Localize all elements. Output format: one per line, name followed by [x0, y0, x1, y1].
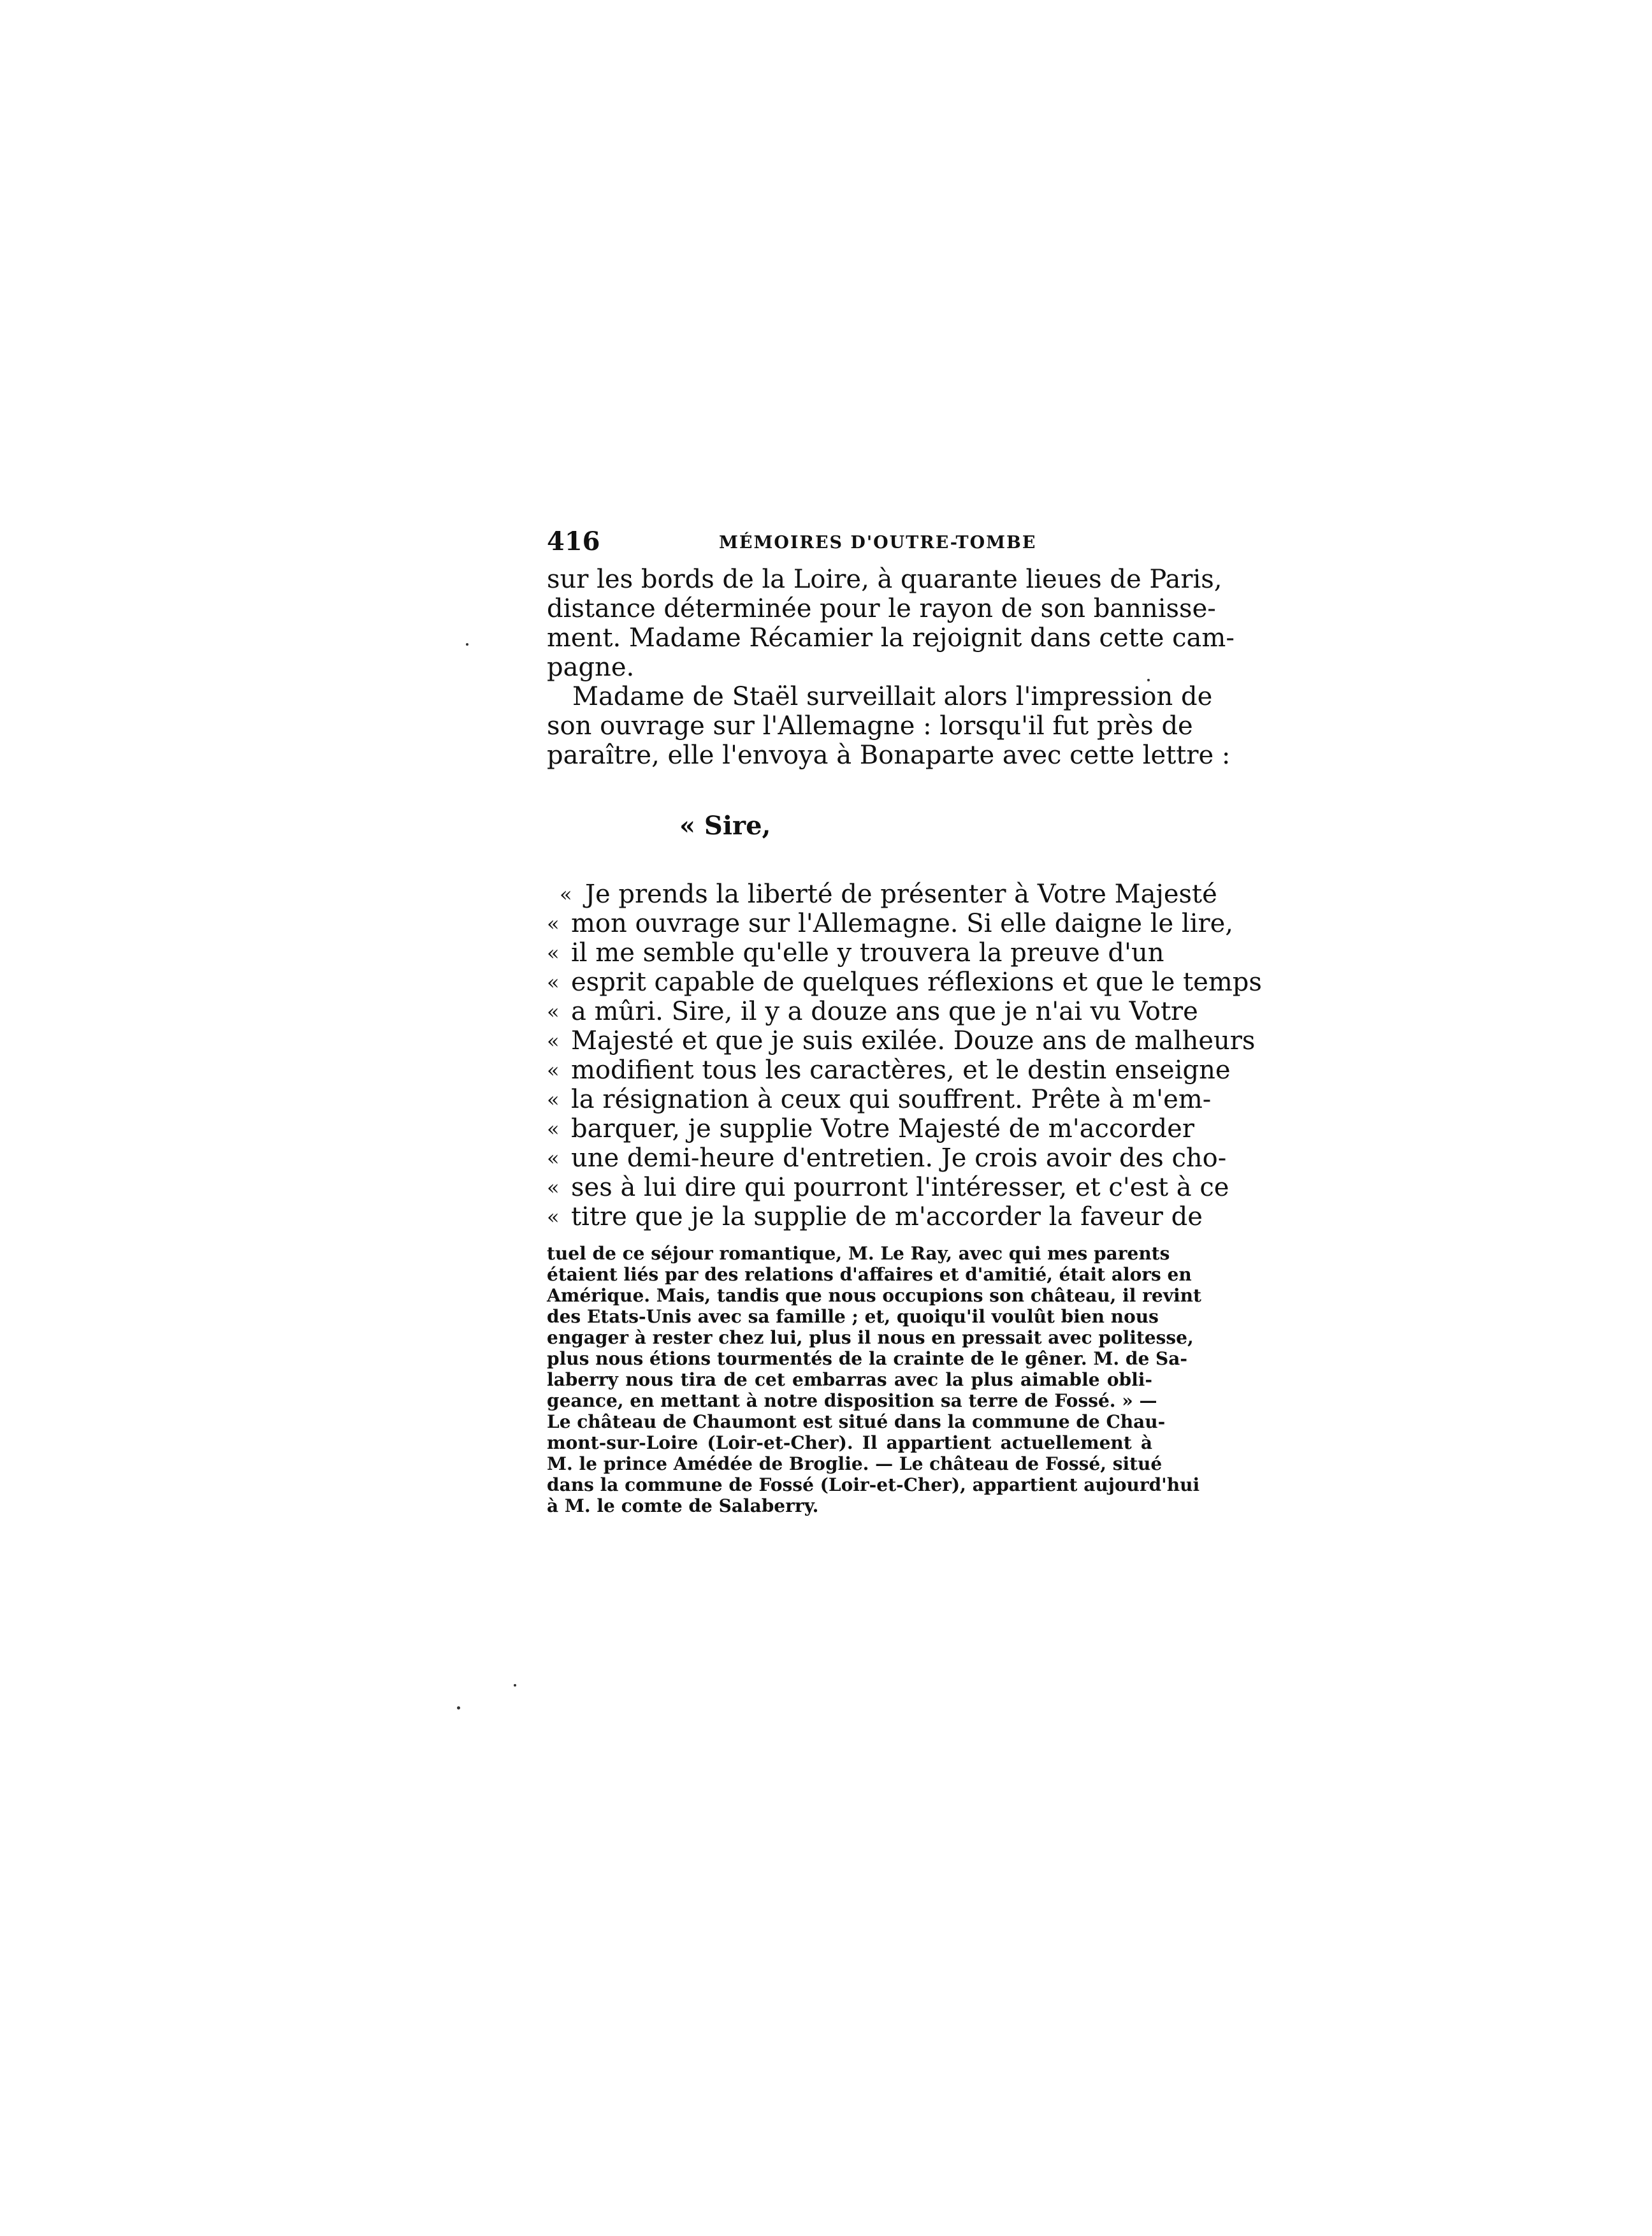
quote-mark: « — [560, 882, 572, 906]
letter-line-text: titre que je la supplie de m'accorder la faveur de — [571, 1202, 1203, 1231]
letter-line-text: ses à lui dire qui pourront l'intéresser, et c'est à ce — [571, 1173, 1229, 1202]
quote-mark: « — [547, 1175, 560, 1200]
letter-line-text: la résignation à ceux qui souffrent. Prête à m'em- — [571, 1085, 1212, 1114]
quote-mark: « — [547, 1058, 560, 1082]
footnote-line: M. le prince Amédée de Broglie. — Le château de Fossé, situé — [547, 1453, 1163, 1474]
text-line: son ouvrage sur l'Allemagne : lorsqu'il fut près de — [547, 711, 1193, 741]
scan-speck — [1147, 679, 1150, 681]
letter-line-text: a mûri. Sire, il y a douze ans que je n'ai vu Votre — [571, 997, 1198, 1026]
letter-line-text: esprit capable de quelques réflexions et que le temps — [571, 968, 1262, 997]
footnote-line: tuel de ce séjour romantique, M. Le Ray, avec qui mes parents — [547, 1243, 1170, 1264]
letter-line-text: Je prends la liberté de présenter à Votre Majesté — [585, 880, 1217, 909]
footnote-line: étaient liés par des relations d'affaires et d'amitié, était alors en — [547, 1264, 1192, 1285]
footnote-line: plus nous étions tourmentés de la crainte de le gêner. M. de Sa- — [547, 1348, 1187, 1369]
scan-speck — [466, 643, 468, 646]
quote-mark: « — [547, 941, 560, 965]
text-line: distance déterminée pour le rayon de son bannisse- — [547, 594, 1216, 623]
letter-line-text: il me semble qu'elle y trouvera la preuve d'un — [571, 938, 1164, 968]
footnote-line: engager à rester chez lui, plus il nous en pressait avec politesse, — [547, 1327, 1194, 1348]
letter-line-text: barquer, je supplie Votre Majesté de m'accorder — [571, 1114, 1194, 1143]
running-head — [547, 526, 1152, 558]
letter-line-text: Majesté et que je suis exilée. Douze ans de malheurs — [571, 1026, 1256, 1056]
quote-mark: « — [547, 911, 560, 936]
book-title: MÉMOIRES D'OUTRE-TOMBE — [719, 533, 1037, 553]
footnote-line: dans la commune de Fossé (Loir-et-Cher), appartient aujourd'hui — [547, 1474, 1200, 1495]
text-line: pagne. — [547, 653, 635, 682]
page-number: 416 — [547, 526, 600, 556]
text-line: ment. Madame Récamier la rejoignit dans cette cam- — [547, 623, 1235, 653]
quote-mark: « — [547, 1117, 560, 1141]
footnote-line: Le château de Chaumont est situé dans la commune de Chau- — [547, 1411, 1166, 1432]
footnote-line: à M. le comte de Salaberry. — [547, 1495, 819, 1516]
letter-line-text: modifient tous les caractères, et le destin enseigne — [571, 1056, 1231, 1085]
quote-mark: « — [547, 1205, 560, 1229]
quote-mark: « — [547, 1029, 560, 1053]
scan-speck — [457, 1706, 460, 1710]
footnote-line: mont-sur-Loire (Loir-et-Cher). Il appartient actuellement à — [547, 1432, 1152, 1453]
footnote-line: des Etats-Unis avec sa famille ; et, quoiqu'il voulût bien nous — [547, 1306, 1159, 1327]
quote-mark: « — [547, 1146, 560, 1170]
letter-salutation: « Sire, — [679, 811, 771, 841]
quote-mark: « — [547, 999, 560, 1024]
footnote-line: Amérique. Mais, tandis que nous occupions son château, il revint — [547, 1285, 1201, 1306]
footnote-line: laberry nous tira de cet embarras avec la plus aimable obli- — [547, 1369, 1152, 1390]
text-line: Madame de Staël surveillait alors l'impression de — [572, 682, 1213, 711]
text-line: sur les bords de la Loire, à quarante lieues de Paris, — [547, 565, 1222, 594]
scan-speck — [514, 1684, 516, 1687]
letter-line-text: mon ouvrage sur l'Allemagne. Si elle daigne le lire, — [571, 909, 1234, 938]
quote-mark: « — [547, 1087, 560, 1112]
quote-mark: « — [547, 970, 560, 994]
letter-line-text: une demi-heure d'entretien. Je crois avoir des cho- — [571, 1143, 1227, 1173]
footnote-line: geance, en mettant à notre disposition sa terre de Fossé. » — — [547, 1390, 1157, 1411]
text-line: paraître, elle l'envoya à Bonaparte avec cette lettre : — [547, 741, 1231, 770]
